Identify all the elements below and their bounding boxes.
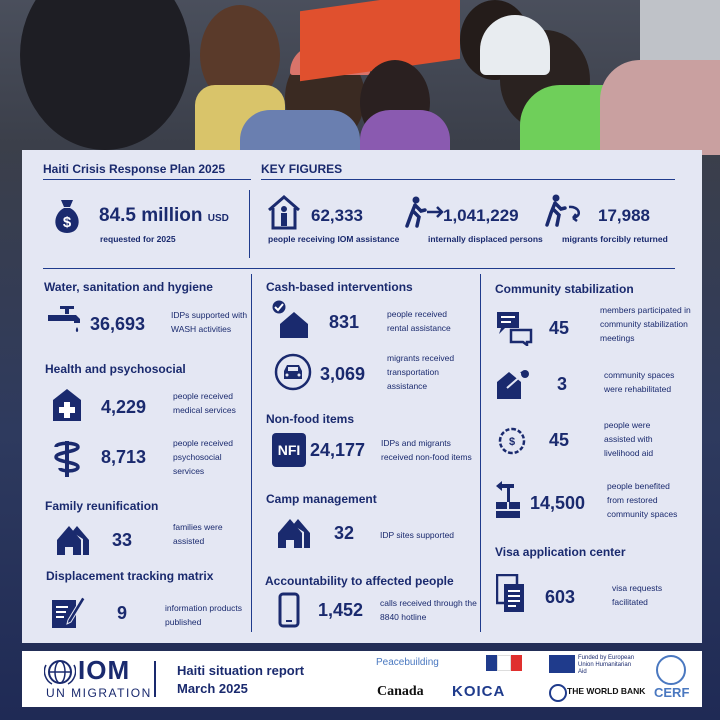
community-livelihood-value: 45 <box>549 430 570 450</box>
key-figures-underline <box>261 179 675 180</box>
donor-world-bank: THE WORLD BANK <box>567 686 646 696</box>
wash-value: 36,693 <box>90 314 146 334</box>
figures-panel <box>22 150 702 643</box>
kf-returned-value: 17,988 <box>598 206 650 225</box>
dtm-title: Displacement tracking matrix <box>46 569 214 583</box>
kf-returned-caption: migrants forcibly returned <box>562 234 668 244</box>
community-title: Community stabilization <box>495 282 634 296</box>
house-person-icon <box>266 194 302 230</box>
health-title: Health and psychosocial <box>45 362 186 376</box>
meeting-chat-icon <box>495 310 533 346</box>
rental-house-icon <box>270 300 310 340</box>
plan-amount-value: 84.5 million <box>99 205 203 226</box>
aap-caption: calls received through the 8840 hotline <box>380 598 477 622</box>
health-medical-caption: people received medical services <box>173 391 236 415</box>
key-figures-title: KEY FIGURES <box>261 162 343 176</box>
health-psycho-value: 8,713 <box>101 447 147 467</box>
plan-title-underline <box>43 179 251 180</box>
camp-title: Camp management <box>266 492 377 506</box>
health-medical-value: 4,229 <box>101 397 147 417</box>
aap-title: Accountability to affected people <box>265 574 454 588</box>
community-spaces-value: 3 <box>557 374 568 394</box>
community-restored-value: 14,500 <box>530 493 586 513</box>
cash-transport-value: 3,069 <box>320 364 366 384</box>
plan-currency: USD <box>207 213 229 224</box>
community-meetings-value: 45 <box>549 318 570 338</box>
wash-title: Water, sanitation and hygiene <box>44 280 213 294</box>
kf-iom-caption: people receiving IOM assistance <box>268 234 400 244</box>
phone-icon <box>278 592 300 628</box>
documents-icon <box>496 574 526 614</box>
divider-vertical-top <box>249 190 250 258</box>
plan-amount <box>99 205 229 227</box>
visa-value: 603 <box>545 587 576 607</box>
walking-arrow-icon <box>405 196 445 228</box>
community-spaces-caption: community spaces were rehabilitated <box>604 370 675 394</box>
aap-value: 1,452 <box>318 600 364 620</box>
report-date: March 2025 <box>177 681 248 696</box>
nfi-icon: NFI <box>272 433 306 467</box>
plan-title: Haiti Crisis Response Plan 2025 <box>43 162 226 176</box>
wrench-house-icon <box>495 368 531 400</box>
plan-amount-caption: requested for 2025 <box>100 234 176 244</box>
money-bag-icon <box>50 198 84 234</box>
cash-title: Cash-based interventions <box>266 280 413 294</box>
livelihood-cycle-icon <box>497 426 527 456</box>
signpost-blocks-icon <box>494 480 524 518</box>
camp-house-icon <box>275 515 311 549</box>
un-emblem-icon <box>656 655 686 685</box>
iom-subtitle: UN MIGRATION <box>46 686 152 700</box>
dtm-value: 9 <box>117 603 128 623</box>
visa-title: Visa application center <box>495 545 626 559</box>
wash-caption: IDPs supported with WASH activities <box>171 310 248 334</box>
car-icon <box>274 353 312 391</box>
svg-text:$: $ <box>62 214 72 231</box>
donor-koica: KOICA <box>452 683 506 700</box>
family-title: Family reunification <box>45 499 159 513</box>
nfi-title: Non-food items <box>266 412 354 426</box>
iom-logo-icon <box>44 659 76 685</box>
nfi-caption: IDPs and migrants received non-food items <box>381 438 472 462</box>
cash-rental-caption: people received rental assistance <box>387 309 451 333</box>
footer <box>22 651 702 707</box>
donor-canada: Canada <box>377 684 424 699</box>
donor-eu: Funded by European Union Humanitarian Aid <box>578 655 635 675</box>
donor-cerf: CERF <box>654 685 690 700</box>
iom-wordmark: IOM <box>78 655 131 685</box>
cash-transport-caption: migrants received transportation assistance <box>387 353 455 391</box>
dtm-caption: information products published <box>165 603 243 627</box>
divider-vertical-1 <box>251 274 252 632</box>
kf-iom-value: 62,333 <box>311 206 363 225</box>
health-psycho-caption: people received psychosocial services <box>173 438 234 476</box>
kf-idp-value: 1,041,229 <box>443 206 519 225</box>
nfi-value: 24,177 <box>310 440 366 460</box>
divider-horizontal <box>43 268 675 269</box>
family-house-icon <box>54 522 90 556</box>
svg-text:$: $ <box>508 436 516 448</box>
walking-return-icon <box>545 194 585 228</box>
document-pen-icon <box>50 594 86 630</box>
visa-caption: visa requests facilitated <box>612 583 663 607</box>
france-flag-icon <box>486 655 522 671</box>
medical-house-icon <box>52 388 82 422</box>
cash-rental-value: 831 <box>329 312 360 332</box>
community-restored-caption: people benefited from restored community spaces <box>607 481 678 519</box>
report-title: Haiti situation report <box>177 663 305 678</box>
tap-icon <box>46 305 84 333</box>
family-value: 33 <box>112 530 133 550</box>
psychosocial-icon <box>52 440 82 478</box>
family-caption: families were assisted <box>173 522 223 546</box>
footer-divider <box>154 661 156 697</box>
eu-flag-icon <box>549 655 575 673</box>
community-livelihood-caption: people were assisted with livelihood aid <box>604 420 654 458</box>
camp-value: 32 <box>334 523 355 543</box>
world-bank-icon <box>549 684 567 702</box>
community-meetings-caption: members participated in community stabilization meetings <box>600 305 691 343</box>
camp-caption: IDP sites supported <box>380 530 455 540</box>
kf-idp-caption: internally displaced persons <box>428 234 543 244</box>
donor-peacebuilding: Peacebuilding <box>376 657 439 668</box>
